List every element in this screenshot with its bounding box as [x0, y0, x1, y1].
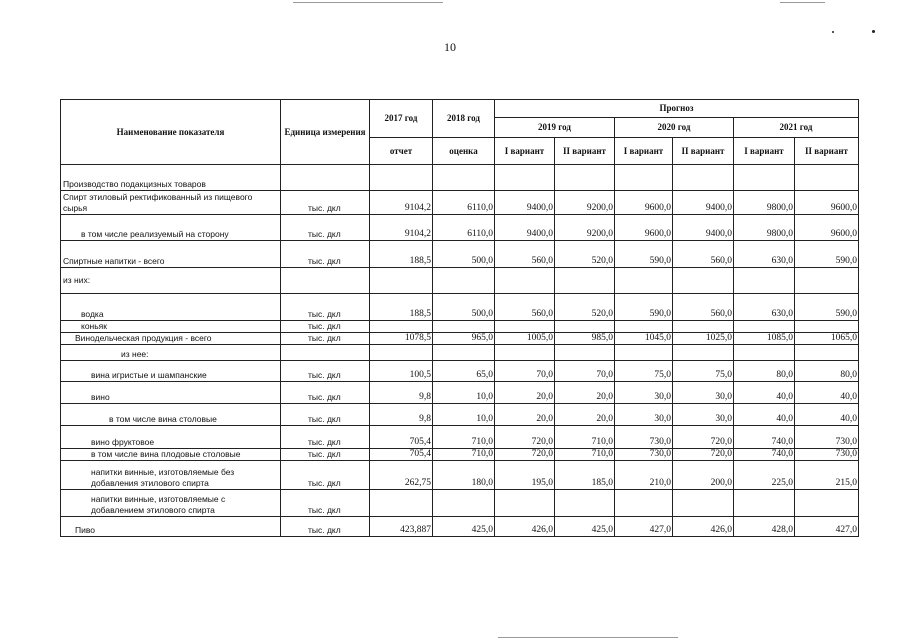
cell-value: 9800,0: [734, 191, 795, 215]
cell-value: 9200,0: [555, 191, 615, 215]
header-2020: 2020 год: [615, 118, 734, 138]
row-unit: [281, 345, 370, 361]
cell-value: [370, 345, 433, 361]
header-2019: 2019 год: [495, 118, 615, 138]
table-row: [61, 191, 859, 215]
cell-value: 426,0: [495, 517, 555, 537]
cell-value: 20,0: [495, 404, 555, 426]
cell-value: 195,0: [495, 461, 555, 490]
cell-value: [734, 321, 795, 333]
cell-value: 630,0: [734, 294, 795, 321]
cell-value: 590,0: [615, 241, 673, 268]
row-unit: тыс. дкл: [281, 333, 370, 345]
cell-value: 705,4: [370, 449, 433, 461]
page-number: 10: [444, 40, 456, 54]
row-unit: тыс. дкл: [281, 321, 370, 333]
row-unit: тыс. дкл: [281, 449, 370, 461]
row-name: Винодельческая продукция - всего: [61, 333, 281, 345]
cell-value: [433, 490, 495, 517]
cell-value: 740,0: [734, 426, 795, 449]
row-name: Производство подакцизных товаров: [61, 165, 281, 191]
table-row: [61, 294, 859, 321]
cell-value: [734, 490, 795, 517]
row-unit: тыс. дкл: [281, 426, 370, 449]
cell-value: [615, 490, 673, 517]
row-unit: тыс. дкл: [281, 382, 370, 404]
cell-value: [734, 165, 795, 191]
header-2021: 2021 год: [734, 118, 859, 138]
cell-value: 210,0: [615, 461, 673, 490]
header-indicator-name: Наименование показателя: [61, 100, 281, 165]
cell-value: 590,0: [795, 241, 859, 268]
scan-mark: [872, 30, 875, 33]
cell-value: 80,0: [734, 361, 795, 382]
cell-value: 1045,0: [615, 333, 673, 345]
cell-value: 630,0: [734, 241, 795, 268]
table-row: [61, 321, 859, 333]
cell-value: 9200,0: [555, 215, 615, 241]
cell-value: 9400,0: [673, 215, 734, 241]
table-row: [61, 404, 859, 426]
cell-value: 180,0: [433, 461, 495, 490]
table-row: [61, 333, 859, 345]
top-rule-left: [293, 2, 443, 3]
cell-value: 560,0: [673, 241, 734, 268]
cell-value: [433, 345, 495, 361]
header-2019-v2: II вариант: [555, 138, 615, 165]
cell-value: [795, 268, 859, 294]
header-2017: 2017 год: [370, 100, 433, 138]
cell-value: 262,75: [370, 461, 433, 490]
cell-value: 10,0: [433, 382, 495, 404]
cell-value: [615, 345, 673, 361]
cell-value: 428,0: [734, 517, 795, 537]
cell-value: 425,0: [555, 517, 615, 537]
cell-value: 9,8: [370, 382, 433, 404]
row-name: вина игристые и шампанские: [61, 361, 281, 382]
cell-value: 9400,0: [673, 191, 734, 215]
table-row: [61, 517, 859, 537]
cell-value: [433, 268, 495, 294]
header-unit: Единица измерения: [281, 100, 370, 165]
cell-value: [795, 165, 859, 191]
header-report: отчет: [370, 138, 433, 165]
cell-value: [555, 268, 615, 294]
scan-mark: [832, 31, 834, 33]
row-name: Спирт этиловый ректификованный из пищевого сырья: [61, 191, 281, 215]
row-name: вино фруктовое: [61, 426, 281, 449]
row-name: в том числе вина столовые: [61, 404, 281, 426]
cell-value: 1065,0: [795, 333, 859, 345]
cell-value: 427,0: [795, 517, 859, 537]
cell-value: [370, 490, 433, 517]
row-name: из них:: [61, 268, 281, 294]
cell-value: [795, 321, 859, 333]
row-unit: тыс. дкл: [281, 517, 370, 537]
cell-value: [673, 321, 734, 333]
cell-value: [734, 345, 795, 361]
cell-value: [673, 490, 734, 517]
table-row: [61, 268, 859, 294]
row-unit: [281, 268, 370, 294]
cell-value: 425,0: [433, 517, 495, 537]
cell-value: 730,0: [615, 426, 673, 449]
cell-value: [555, 490, 615, 517]
cell-value: [433, 321, 495, 333]
cell-value: 40,0: [734, 382, 795, 404]
row-unit: тыс. дкл: [281, 404, 370, 426]
cell-value: 20,0: [555, 404, 615, 426]
row-name: Пиво: [61, 517, 281, 537]
table-row: [61, 461, 859, 490]
cell-value: 500,0: [433, 294, 495, 321]
table-row: [61, 490, 859, 517]
cell-value: 730,0: [615, 449, 673, 461]
cell-value: [370, 165, 433, 191]
cell-value: 730,0: [795, 449, 859, 461]
cell-value: [433, 165, 495, 191]
cell-value: [615, 321, 673, 333]
cell-value: 1025,0: [673, 333, 734, 345]
cell-value: 75,0: [673, 361, 734, 382]
cell-value: 70,0: [555, 361, 615, 382]
cell-value: 520,0: [555, 294, 615, 321]
cell-value: 560,0: [673, 294, 734, 321]
cell-value: 9400,0: [495, 191, 555, 215]
cell-value: 65,0: [433, 361, 495, 382]
row-name: в том числе реализуемый на сторону: [61, 215, 281, 241]
cell-value: 20,0: [495, 382, 555, 404]
row-unit: тыс. дкл: [281, 361, 370, 382]
cell-value: 710,0: [555, 426, 615, 449]
cell-value: 710,0: [433, 426, 495, 449]
table-row: [61, 449, 859, 461]
cell-value: 9800,0: [734, 215, 795, 241]
cell-value: [795, 490, 859, 517]
header-2018: 2018 год: [433, 100, 495, 138]
cell-value: 9104,2: [370, 191, 433, 215]
header-estimate: оценка: [433, 138, 495, 165]
header-2020-v1: I вариант: [615, 138, 673, 165]
cell-value: [734, 268, 795, 294]
cell-value: 985,0: [555, 333, 615, 345]
row-name: напитки винные, изготовляемые с добавлением этилового спирта: [61, 490, 281, 517]
row-name: коньяк: [61, 321, 281, 333]
cell-value: [495, 268, 555, 294]
cell-value: 40,0: [795, 404, 859, 426]
cell-value: 560,0: [495, 294, 555, 321]
cell-value: 9600,0: [615, 191, 673, 215]
header-2021-v1: I вариант: [734, 138, 795, 165]
cell-value: 100,5: [370, 361, 433, 382]
excise-goods-table: [60, 99, 859, 537]
table-row: [61, 382, 859, 404]
row-unit: тыс. дкл: [281, 490, 370, 517]
cell-value: 423,887: [370, 517, 433, 537]
cell-value: 520,0: [555, 241, 615, 268]
cell-value: 40,0: [795, 382, 859, 404]
row-name: напитки винные, изготовляемые без добавления этилового спирта: [61, 461, 281, 490]
cell-value: 965,0: [433, 333, 495, 345]
cell-value: 705,4: [370, 426, 433, 449]
row-name: водка: [61, 294, 281, 321]
table-row: [61, 165, 859, 191]
row-name: в том числе вина плодовые столовые: [61, 449, 281, 461]
table-row: [61, 426, 859, 449]
header-2021-v2: II вариант: [795, 138, 859, 165]
cell-value: 70,0: [495, 361, 555, 382]
table-row: [61, 345, 859, 361]
cell-value: [795, 345, 859, 361]
row-unit: тыс. дкл: [281, 241, 370, 268]
cell-value: 188,5: [370, 241, 433, 268]
cell-value: 225,0: [734, 461, 795, 490]
cell-value: 9400,0: [495, 215, 555, 241]
cell-value: [673, 268, 734, 294]
cell-value: 9104,2: [370, 215, 433, 241]
bottom-rule: [498, 637, 678, 638]
cell-value: 185,0: [555, 461, 615, 490]
cell-value: 9600,0: [795, 215, 859, 241]
cell-value: 720,0: [673, 449, 734, 461]
cell-value: 427,0: [615, 517, 673, 537]
cell-value: 1078,5: [370, 333, 433, 345]
cell-value: 30,0: [615, 404, 673, 426]
cell-value: 20,0: [555, 382, 615, 404]
cell-value: 730,0: [795, 426, 859, 449]
header-2019-v1: I вариант: [495, 138, 555, 165]
header-forecast: Прогноз: [495, 100, 859, 118]
cell-value: 6110,0: [433, 215, 495, 241]
cell-value: [615, 165, 673, 191]
cell-value: 80,0: [795, 361, 859, 382]
cell-value: [555, 345, 615, 361]
cell-value: [555, 321, 615, 333]
cell-value: 740,0: [734, 449, 795, 461]
cell-value: 215,0: [795, 461, 859, 490]
cell-value: [615, 268, 673, 294]
header-2020-v2: II вариант: [673, 138, 734, 165]
cell-value: 710,0: [555, 449, 615, 461]
cell-value: [495, 165, 555, 191]
cell-value: 200,0: [673, 461, 734, 490]
cell-value: 720,0: [495, 449, 555, 461]
cell-value: 9600,0: [795, 191, 859, 215]
cell-value: 590,0: [615, 294, 673, 321]
cell-value: 590,0: [795, 294, 859, 321]
cell-value: [555, 165, 615, 191]
row-unit: тыс. дкл: [281, 294, 370, 321]
table-row: [61, 215, 859, 241]
cell-value: 560,0: [495, 241, 555, 268]
cell-value: 710,0: [433, 449, 495, 461]
cell-value: 1005,0: [495, 333, 555, 345]
cell-value: [495, 321, 555, 333]
cell-value: 188,5: [370, 294, 433, 321]
cell-value: 6110,0: [433, 191, 495, 215]
row-name: вино: [61, 382, 281, 404]
cell-value: [673, 165, 734, 191]
row-unit: [281, 165, 370, 191]
cell-value: 720,0: [495, 426, 555, 449]
table-row: [61, 361, 859, 382]
cell-value: 40,0: [734, 404, 795, 426]
cell-value: [673, 345, 734, 361]
table-row: [61, 241, 859, 268]
cell-value: [370, 268, 433, 294]
cell-value: 30,0: [673, 404, 734, 426]
row-unit: тыс. дкл: [281, 191, 370, 215]
cell-value: [370, 321, 433, 333]
cell-value: 426,0: [673, 517, 734, 537]
top-rule-right: [780, 2, 825, 3]
row-name: Спиртные напитки - всего: [61, 241, 281, 268]
row-unit: тыс. дкл: [281, 215, 370, 241]
cell-value: 75,0: [615, 361, 673, 382]
cell-value: [495, 345, 555, 361]
cell-value: 30,0: [615, 382, 673, 404]
row-unit: тыс. дкл: [281, 461, 370, 490]
cell-value: 9600,0: [615, 215, 673, 241]
cell-value: 500,0: [433, 241, 495, 268]
cell-value: 9,8: [370, 404, 433, 426]
cell-value: 1085,0: [734, 333, 795, 345]
row-name: из нее:: [61, 345, 281, 361]
cell-value: 10,0: [433, 404, 495, 426]
cell-value: 720,0: [673, 426, 734, 449]
cell-value: [495, 490, 555, 517]
cell-value: 30,0: [673, 382, 734, 404]
